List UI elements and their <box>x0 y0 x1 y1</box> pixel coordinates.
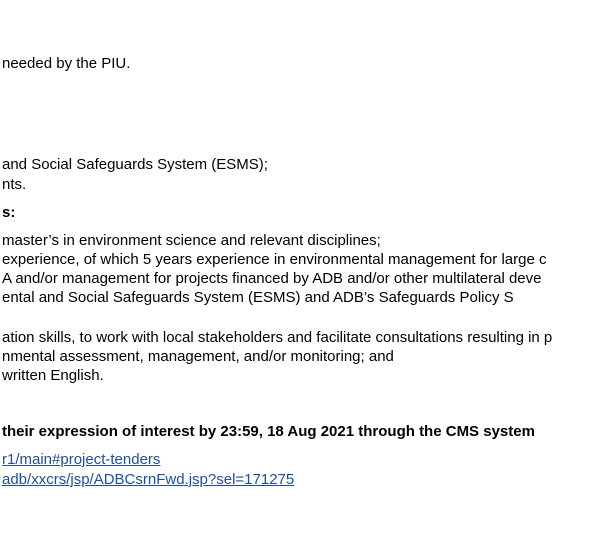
text-line-nts: nts. <box>2 176 27 193</box>
text-line-piu-needed: needed by the PIU. <box>2 55 131 72</box>
text-line-environmental-assessment: nmental assessment, management, and/or monitoring; and <box>2 348 394 365</box>
section-heading-qualifications: s: <box>2 204 16 221</box>
link-project-tenders[interactable]: r1/main#project-tenders <box>2 451 161 468</box>
text-line-expression-of-interest: their expression of interest by 23:59, 18 Aug 2021 through the CMS system <box>2 423 535 440</box>
text-line-esms: and Social Safeguards System (ESMS); <box>2 156 268 173</box>
text-line-esms-policy: ental and Social Safeguards System (ESMS) and ADB’s Safeguards Policy S <box>2 289 514 306</box>
text-line-experience: experience, of which 5 years experience in environmental management for large c <box>2 251 547 268</box>
text-line-masters: master’s in environment science and relevant disciplines; <box>2 232 381 249</box>
text-line-adb-projects: A and/or management for projects financed by ADB and/or other multilateral deve <box>2 270 542 287</box>
link-adb-csrn[interactable]: adb/xxcrs/jsp/ADBCsrnFwd.jsp?sel=171275 <box>2 471 295 488</box>
text-line-communication-skills: ation skills, to work with local stakeholders and facilitate consultations resulting in p <box>2 329 553 346</box>
text-line-written-english: written English. <box>2 367 104 384</box>
